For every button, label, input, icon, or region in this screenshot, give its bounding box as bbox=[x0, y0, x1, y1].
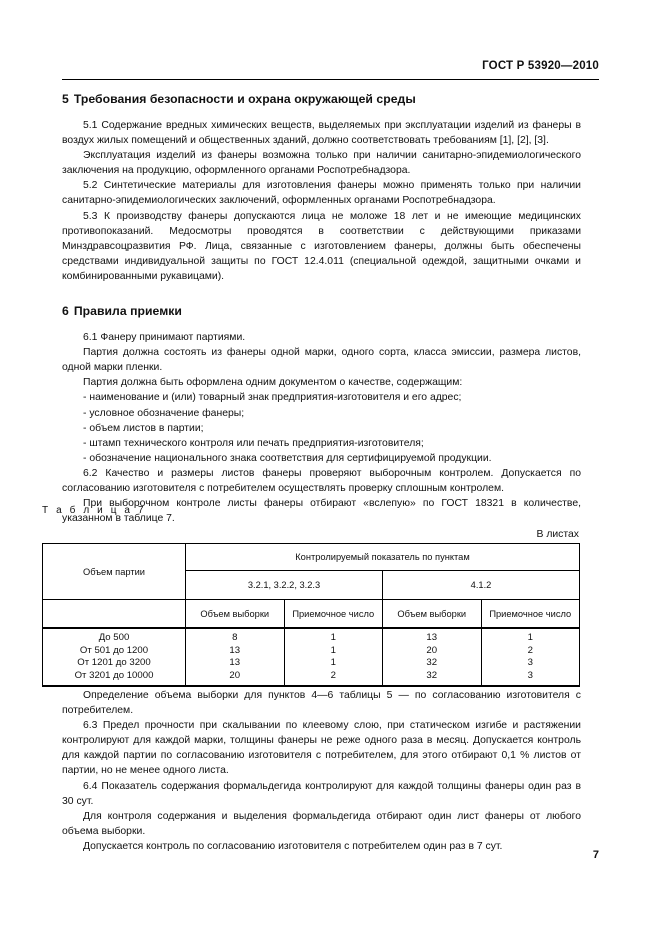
section-title-5: Требования безопасности и охрана окружающей среды bbox=[73, 92, 416, 106]
cell-acceptance-b: 3 bbox=[481, 657, 580, 670]
header-rule bbox=[62, 79, 599, 80]
page-header bbox=[62, 60, 599, 80]
cell-sample-size-a: 13 bbox=[186, 657, 285, 670]
cell-acceptance-b: 3 bbox=[481, 670, 580, 687]
table-header-sample-size-a: Объем выборки bbox=[186, 600, 285, 629]
cell-sample-size-b: 20 bbox=[383, 645, 482, 658]
cell-lot-volume: До 500 bbox=[43, 628, 186, 645]
table-header-acceptance-a: Приемочное число bbox=[284, 600, 383, 629]
paragraph-agreed-control: Допускается контроль по согласованию изготовителя с потребителем один раз в 7 сут. bbox=[83, 840, 503, 852]
table-header-row-sub bbox=[43, 600, 580, 629]
cell-sample-size-a: 20 bbox=[186, 670, 285, 687]
paragraph-sample-size-determination: Определение объема выборки для пунктов 4—6 таблицы 5 — по согласованию изготовителя с потребителем. bbox=[62, 690, 581, 717]
cell-acceptance-a: 1 bbox=[284, 628, 383, 645]
paragraph-5-1-cont: Эксплуатация изделий из фанеры возможна только при наличии санитарно-эпидемиологического заключения на продукцию, оформленного органами Роспотребнадзора. bbox=[62, 150, 581, 177]
standard-designation: ГОСТ Р 53920—2010 bbox=[482, 60, 599, 72]
table-caption: Т а б л и ц а 7 bbox=[42, 505, 147, 516]
cell-lot-volume: От 501 до 1200 bbox=[43, 645, 186, 658]
list-item: - обозначение национального знака соответствия для сертифицируемой продукции. bbox=[83, 452, 492, 464]
table-header bbox=[43, 544, 580, 629]
paragraph-quality-document: Партия должна быть оформлена одним документом о качестве, содержащим: bbox=[83, 377, 463, 389]
document-body-lower bbox=[62, 688, 581, 854]
paragraph-6-4: 6.4 Показатель содержания формальдегида контролируют для каждой толщины фанеры один раз в 30 сут. bbox=[62, 780, 581, 807]
cell-lot-volume: От 1201 до 3200 bbox=[43, 657, 186, 670]
table-body bbox=[43, 628, 580, 686]
paragraph-5-3: 5.3 К производству фанеры допускаются лица не моложе 18 лет и не имеющие медицинских противопоказаний. Медосмотры проводятся в соответствии с действующими приказами Минздравсоцразвития РФ. Лица, связанные с изготовлением фанеры, должны быть обеспечены средствами индивидуальной защиты по ГОСТ 12.4.011 (специальной одеждой, защитными очками и комбинированными рукавицами). bbox=[62, 210, 581, 282]
table-unit-note: В листах bbox=[536, 529, 579, 540]
table-header-acceptance-b: Приемочное число bbox=[481, 600, 580, 629]
paragraph-5-1: 5.1 Содержание вредных химических веществ, выделяемых при эксплуатации изделий из фанеры в воздух жилых помещений и общественных зданий, должно соответствовать требованиям [1], [2], [3]. bbox=[62, 120, 581, 147]
table-header-controlled-indicator: Контролируемый показатель по пунктам bbox=[186, 544, 580, 571]
cell-acceptance-b: 2 bbox=[481, 645, 580, 658]
table-row bbox=[43, 670, 580, 687]
cell-sample-size-b: 32 bbox=[383, 670, 482, 687]
section-title-6: Правила приемки bbox=[73, 304, 182, 319]
paragraph-6-1: 6.1 Фанеру принимают партиями. bbox=[83, 332, 246, 344]
paragraph-6-3: 6.3 Предел прочности при скалывании по клеевому слою, при статическом изгибе и растяжении контролируют для каждой марки, толщины фанеры не реже одного раза в месяц. Допускается контроль для каждой партии по согласованию изготовителя с потребителем, для этого отбирают 0,1 % листов от партии, но не менее одного листа. bbox=[62, 720, 581, 777]
table-header-points-b: 4.1.2 bbox=[383, 571, 580, 600]
table-header-lot-volume: Объем партии bbox=[43, 544, 186, 600]
list-item: - штамп технического контроля или печать предприятия-изготовителя; bbox=[83, 437, 424, 449]
list-item: - наименование и (или) товарный знак предприятия-изготовителя и его адрес; bbox=[83, 392, 462, 404]
section-number-6: 6 bbox=[62, 304, 69, 319]
paragraph-6-2: 6.2 Качество и размеры листов фанеры проверяют выборочным контролем. Допускается по согласованию изготовителя с потребителем осуществлять проверку сплошным контролем. bbox=[62, 467, 581, 494]
cell-acceptance-a: 2 bbox=[284, 670, 383, 687]
table-row bbox=[43, 628, 580, 645]
cell-acceptance-b: 1 bbox=[481, 628, 580, 645]
table-header-sample-size-b: Объем выборки bbox=[383, 600, 482, 629]
paragraph-lot-composition: Партия должна состоять из фанеры одной марки, одного сорта, класса эмиссии, размера листов, одной марки пленки. bbox=[62, 347, 581, 374]
cell-acceptance-a: 1 bbox=[284, 657, 383, 670]
section-heading-6 bbox=[62, 304, 581, 319]
table-row bbox=[43, 657, 580, 670]
paragraph-formaldehyde-control: Для контроля содержания и выделения формальдегида отбирают один лист фанеры от любого объема выборки. bbox=[62, 810, 581, 837]
cell-acceptance-a: 1 bbox=[284, 645, 383, 658]
section-number-5: 5 bbox=[62, 92, 69, 106]
paragraph-sampling-reference: При выборочном контроле листы фанеры отбирают «вслепую» по ГОСТ 18321 в количестве, указанном в таблице 7. bbox=[62, 498, 581, 525]
paragraph-5-2: 5.2 Синтетические материалы для изготовления фанеры можно применять только при наличии санитарно-эпидемиологических заключений, оформленных органами Роспотребнадзора. bbox=[62, 180, 581, 207]
cell-sample-size-b: 13 bbox=[383, 628, 482, 645]
section-heading-5 bbox=[62, 92, 581, 107]
cell-sample-size-a: 13 bbox=[186, 645, 285, 658]
cell-lot-volume: От 3201 до 10000 bbox=[43, 670, 186, 687]
table-header-empty-corner bbox=[43, 600, 186, 629]
list-item: - условное обозначение фанеры; bbox=[83, 407, 245, 419]
table-header-points-a: 3.2.1, 3.2.2, 3.2.3 bbox=[186, 571, 383, 600]
list-item: - объем листов в партии; bbox=[83, 422, 204, 434]
table-row bbox=[43, 645, 580, 658]
page-number: 7 bbox=[592, 849, 599, 861]
table-7 bbox=[42, 543, 580, 687]
cell-sample-size-a: 8 bbox=[186, 628, 285, 645]
table-header-row-group bbox=[43, 544, 580, 571]
cell-sample-size-b: 32 bbox=[383, 657, 482, 670]
table-7-block bbox=[42, 505, 580, 687]
document-body-upper bbox=[62, 92, 581, 526]
